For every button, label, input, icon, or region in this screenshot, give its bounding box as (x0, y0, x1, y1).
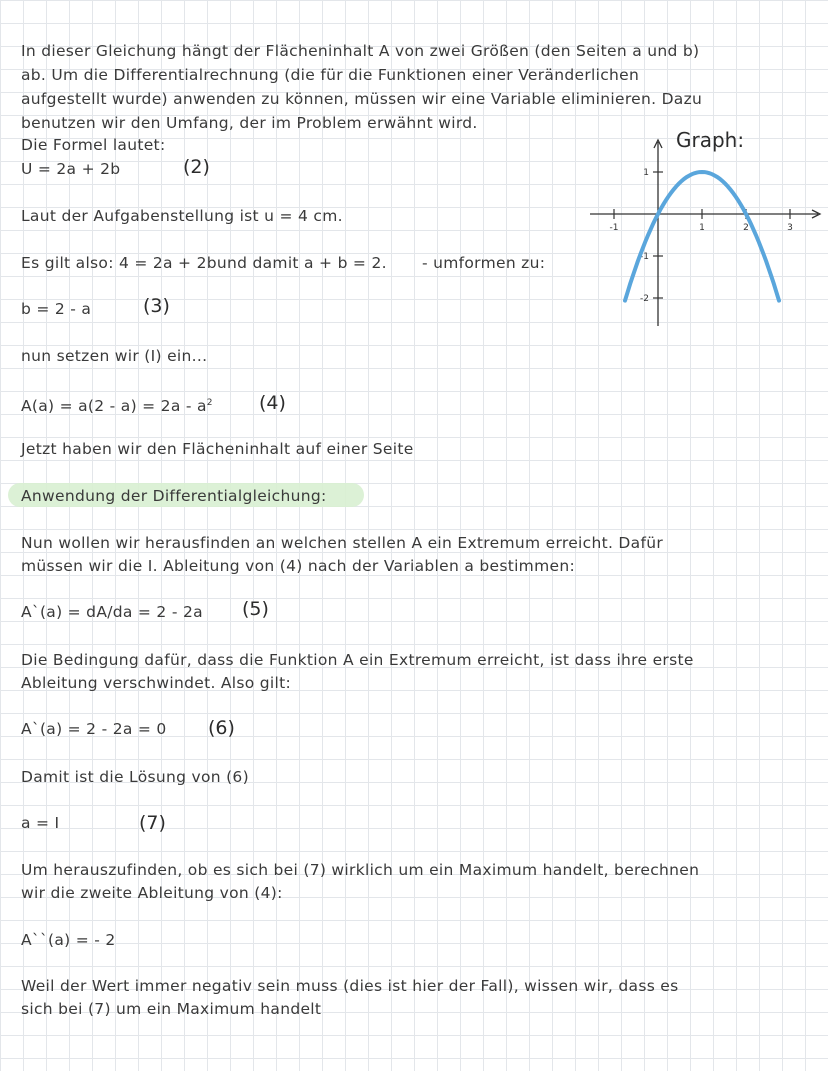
equation-second-derivative: A``(a) = - 2 (21, 931, 116, 949)
paragraph-line: müssen wir die I. Ableitung von (4) nach der Variablen a bestimmen: (21, 557, 575, 575)
paragraph-line: Weil der Wert immer negativ sein muss (dies ist hier der Fall), wissen wir, dass es (21, 977, 679, 995)
equation-tag-7: (7) (139, 812, 166, 834)
x-tick-label: 3 (787, 223, 793, 233)
equation-area (21, 392, 213, 418)
paragraph-line: aufgestellt wurde) anwenden zu können, müssen wir eine Variable eliminieren. Dazu (21, 90, 703, 108)
equation-derivative: A`(a) = dA/da = 2 - 2a (21, 603, 203, 621)
x-tick-label: 1 (699, 223, 705, 233)
x-tick-label: 2 (743, 223, 749, 233)
paragraph-line: Ableitung verschwindet. Also gilt: (21, 674, 292, 692)
y-tick-label: -1 (640, 252, 649, 262)
equation-zero: A`(a) = 2 - 2a = 0 (21, 720, 167, 738)
task-line: Laut der Aufgabenstellung ist u = 4 cm. (21, 207, 343, 225)
area-line: Jetzt haben wir den Flächeninhalt auf einer Seite (21, 440, 414, 458)
equation-area-exponent: 2 (206, 398, 213, 408)
paragraph-line: sich bei (7) um ein Maximum handelt (21, 1000, 322, 1018)
paragraph-line: Um herauszufinden, ob es sich bei (7) wirklich um ein Maximum handelt, berechnen (21, 861, 700, 879)
insert-line: nun setzen wir (I) ein... (21, 347, 208, 365)
equation-solution: a = I (21, 814, 60, 832)
y-tick-label: 1 (643, 168, 649, 178)
formula-intro: Die Formel lautet: (21, 136, 166, 154)
paragraph-line: Nun wollen wir herausfinden an welchen stellen A ein Extremum erreicht. Dafür (21, 534, 664, 552)
es-gilt-aside: - umformen zu: (422, 254, 546, 272)
equation-tag-5: (5) (242, 598, 269, 620)
equation-tag-3: (3) (143, 295, 170, 317)
y-tick-label: -2 (640, 294, 649, 304)
parabola-graph (580, 130, 828, 330)
equation-b: b = 2 - a (21, 300, 92, 318)
paragraph-line: benutzen wir den Umfang, der im Problem erwähnt wird. (21, 114, 478, 132)
equation-tag-6: (6) (208, 717, 235, 739)
equation-tag-2: (2) (183, 156, 210, 178)
equation-tag-4: (4) (259, 392, 286, 414)
paragraph-line: ab. Um die Differentialrechnung (die für die Funktionen einer Veränderlichen (21, 66, 640, 84)
paragraph-line: wir die zweite Ableitung von (4): (21, 884, 283, 902)
section-heading: Anwendung der Differentialgleichung: (21, 487, 327, 505)
x-tick-label: -1 (609, 223, 619, 233)
es-gilt-line: Es gilt also: 4 = 2a + 2bund damit a + b = 2. (21, 254, 387, 272)
paragraph-line: Die Bedingung dafür, dass die Funktion A ein Extremum erreicht, ist dass ihre erste (21, 651, 694, 669)
paragraph-line: In dieser Gleichung hängt der Flächeninhalt A von zwei Größen (den Seiten a und b) (21, 42, 700, 60)
equation-perimeter: U = 2a + 2b (21, 160, 121, 178)
graph-title: Graph: (676, 128, 745, 152)
solution-line: Damit ist die Lösung von (6) (21, 768, 249, 786)
equation-area-text: A(a) = a(2 - a) = 2a - a (21, 397, 207, 416)
parabola-curve (625, 172, 779, 301)
